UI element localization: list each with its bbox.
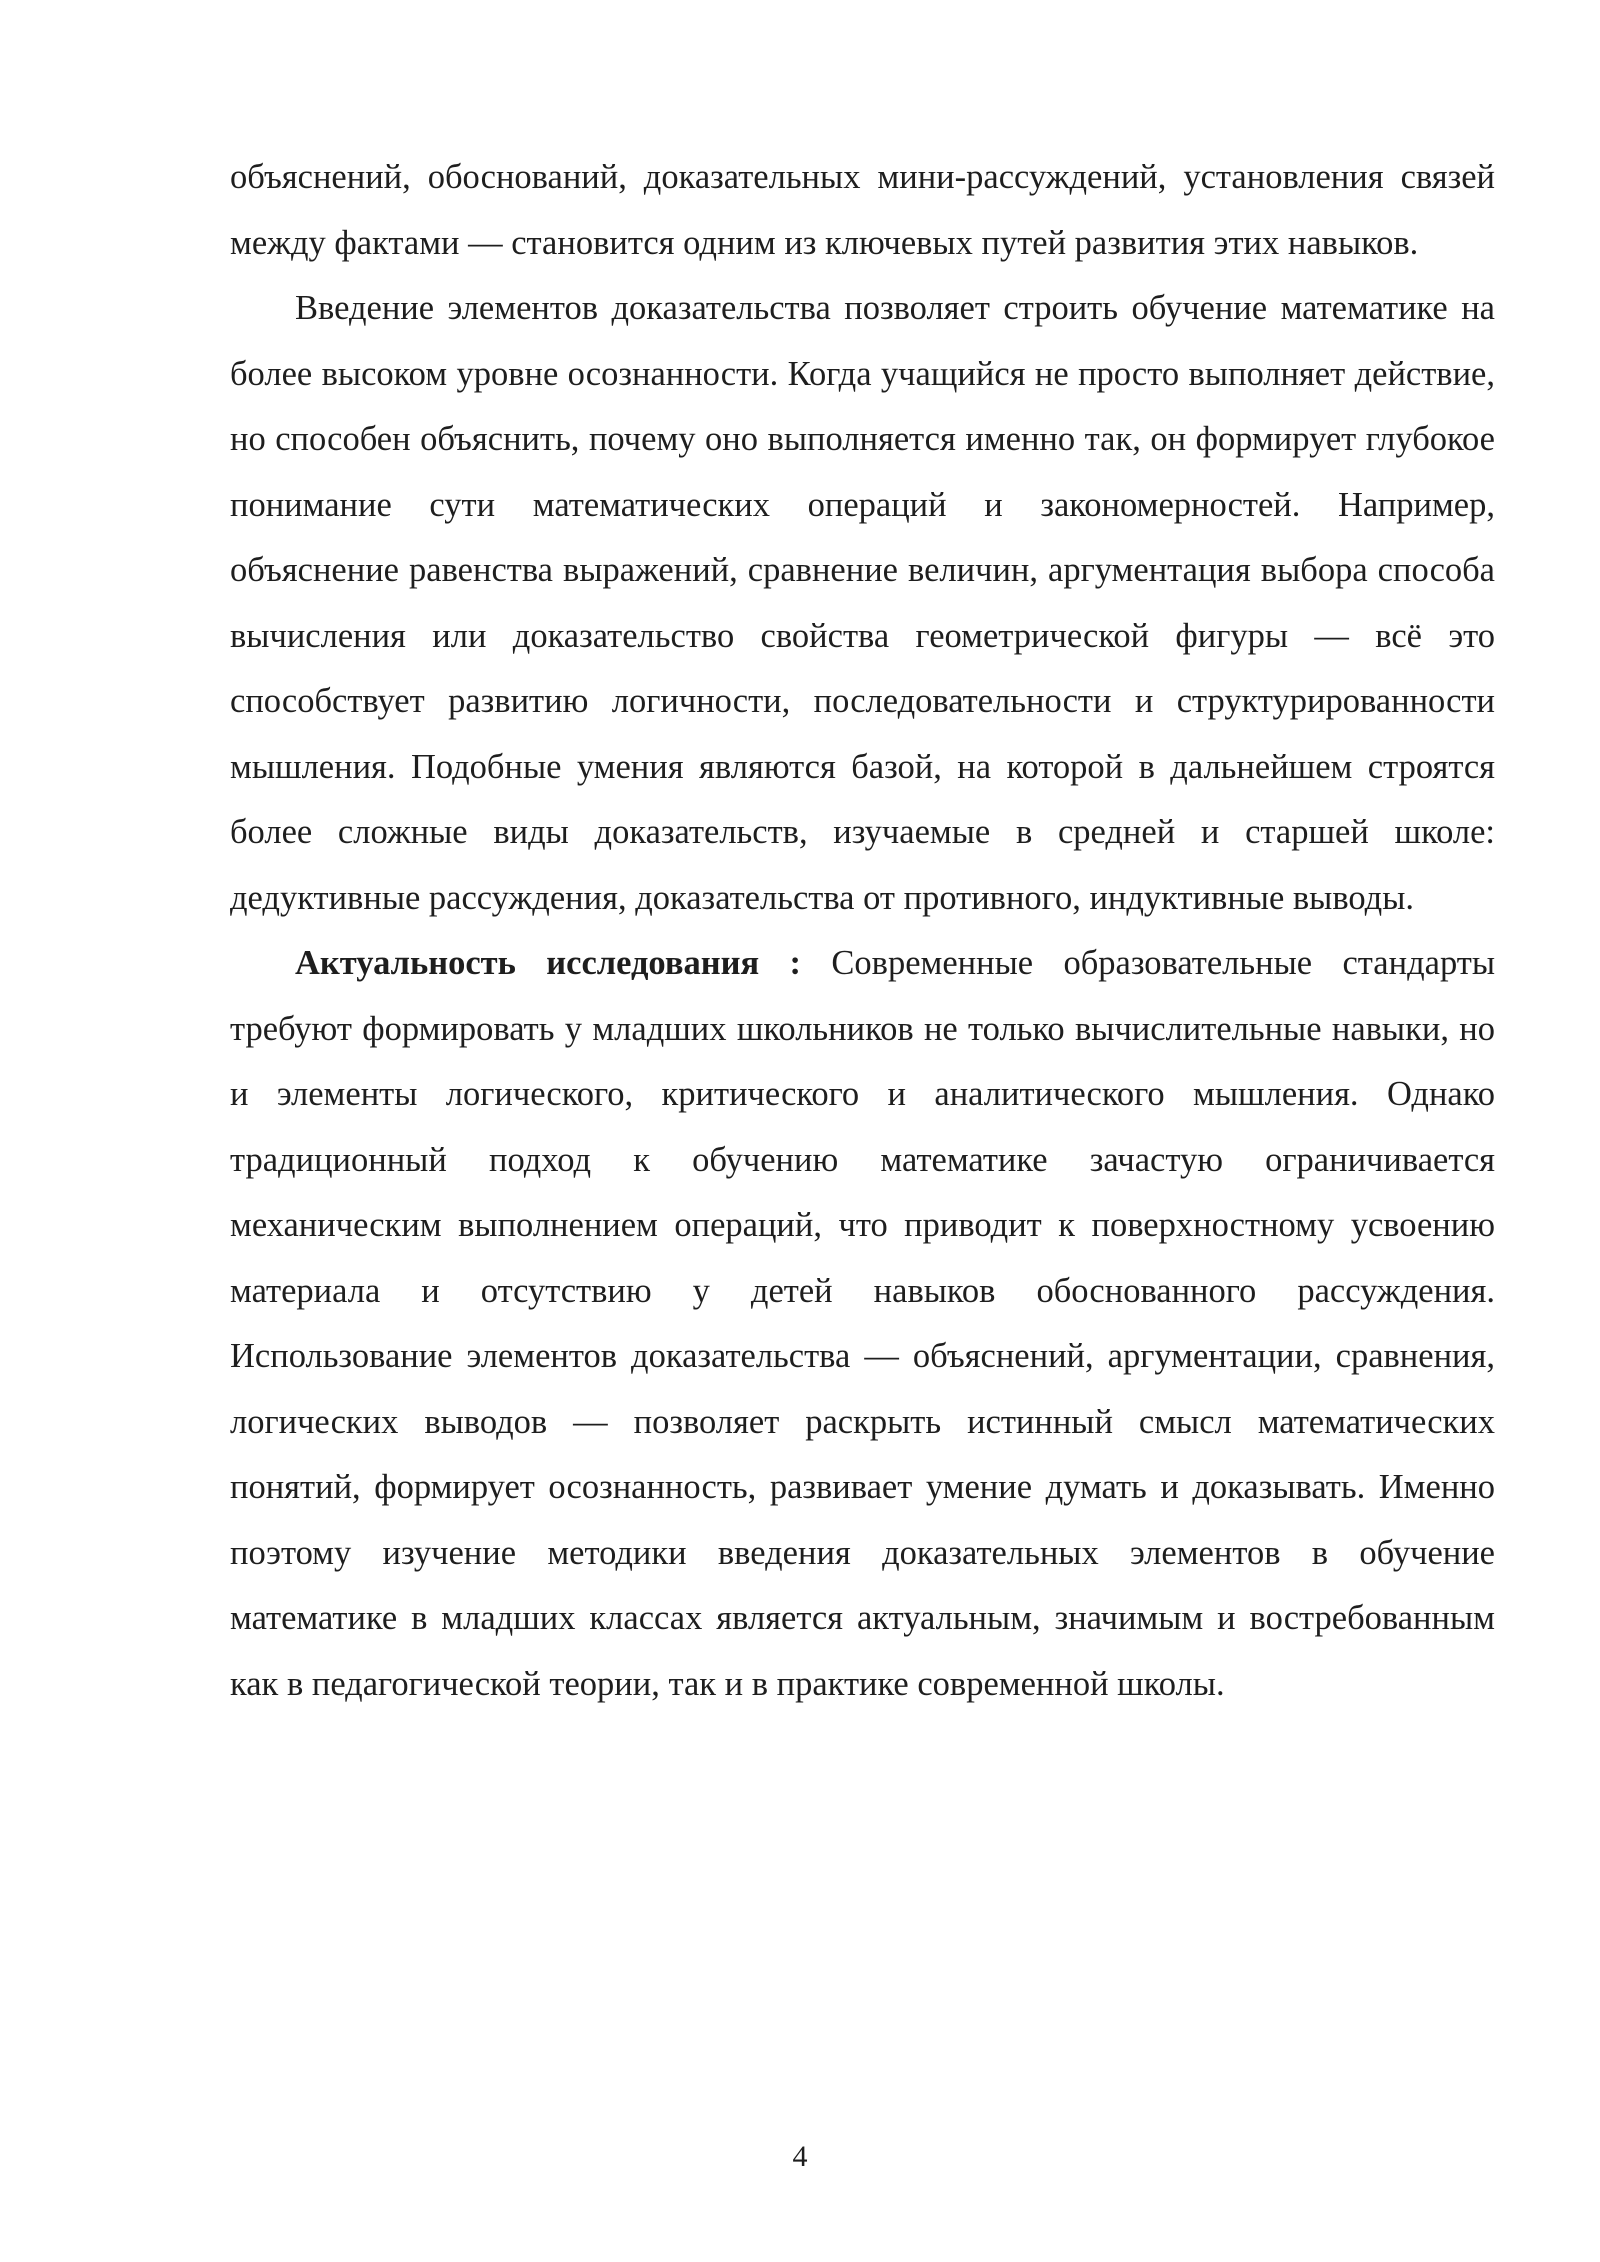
page-number: 4 (792, 2140, 808, 2173)
paragraph-continuation: объяснений, обоснований, доказательных мини-рассуждений, установления связей между фактами — становится одним из ключевых путей развития этих навыков. (230, 158, 1495, 262)
document-body (230, 145, 1495, 1717)
paragraph-relevance (230, 931, 1495, 1717)
relevance-text: Современные образовательные стандарты требуют формировать у младших школьников не только вычислительные навыки, но и элементы логического, критического и аналитического мышления. Однако традиционный подход к обучению математике зачастую ограничивается механическим выполнением операций, что приводит к поверхностному усвоению материала и отсутствию у детей навыков обоснованного рассуждения. Использование элементов доказательства — объяснений, аргументации, сравнения, логических выводов — позволяет раскрыть истинный смысл математических понятий, формирует осознанность, развивает умение думать и доказывать. Именно поэтому изучение методики введения доказательных элементов в обучение математике в младших классах является актуальным, значимым и востребованным как в педагогической теории, так и в практике современной школы. (230, 944, 1495, 1703)
relevance-heading: Актуальность исследования : (295, 944, 802, 982)
paragraph-introduction-of-proof: Введение элементов доказательства позволяет строить обучение математике на более высоком уровне осознанности. Когда учащийся не просто выполняет действие, но способен объяснить, почему оно выполняется именно так, он формирует глубокое понимание сути математических операций и закономерностей. Например, объяснение равенства выражений, сравнение величин, аргументация выбора способа вычисления или доказательство свойства геометрической фигуры — всё это способствует развитию логичности, последовательности и структурированности мышления. Подобные умения являются базой, на которой в дальнейшем строятся более сложные виды доказательств, изучаемые в средней и старшей школе: дедуктивные рассуждения, доказательства от противного, индуктивные выводы. (230, 289, 1495, 917)
